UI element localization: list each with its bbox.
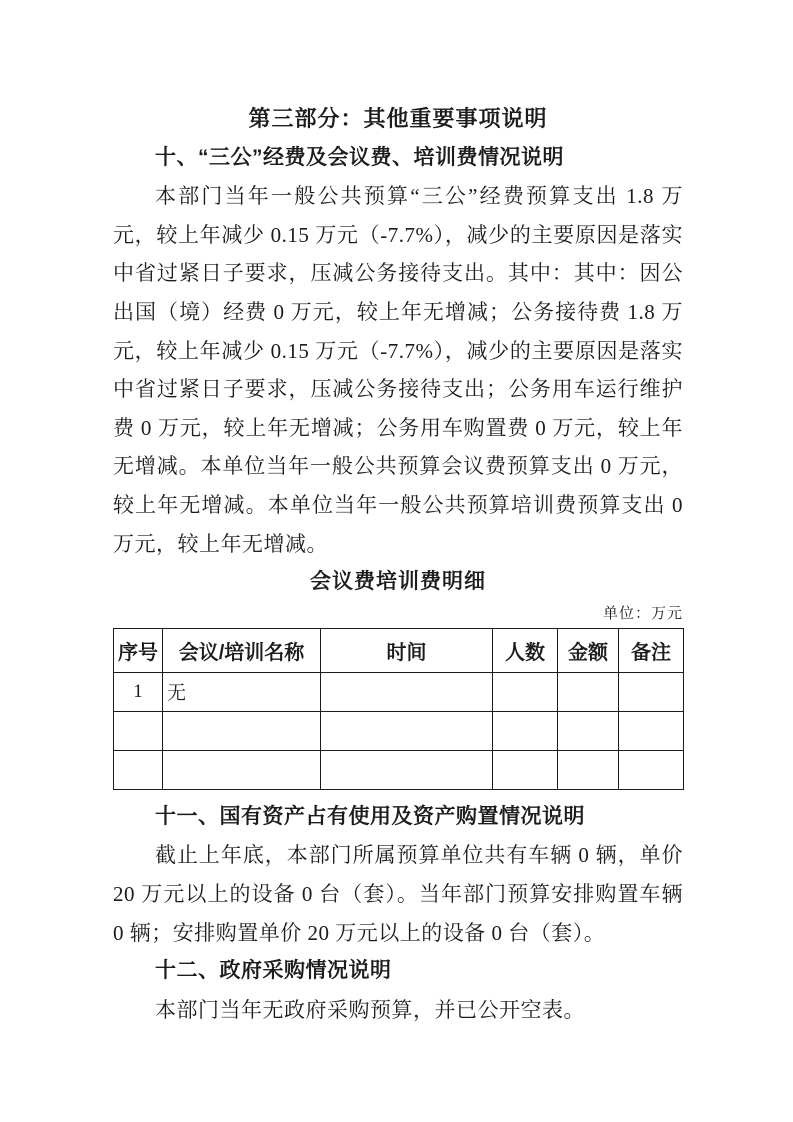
cell-meeting-name [163, 711, 321, 750]
col-header-serial: 序号 [114, 628, 163, 672]
col-header-people-count: 人数 [493, 628, 558, 672]
table-row [114, 711, 684, 750]
section-11-heading: 十一、国有资产占有使用及资产购置情况说明 [155, 804, 585, 828]
table-row [114, 750, 684, 789]
cell-remarks [619, 672, 684, 711]
cell-people-count [493, 711, 558, 750]
section-12-paragraph: 本部门当年无政府采购预算，并已公开空表。 [155, 997, 585, 1022]
cell-meeting-name: 无 [163, 672, 321, 711]
cell-time [321, 672, 493, 711]
cell-amount [558, 672, 619, 711]
cell-meeting-name [163, 750, 321, 789]
page-title: 第三部分：其他重要事项说明 [248, 106, 548, 131]
section-11-paragraph: 截止上年底，本部门所属预算单位共有车辆 0 辆，单价 20 万元以上的设备 0 台（套）。当年部门预算安排购置车辆 0 辆；安排购置单价 20 万元以上的设备 0 台（套）。 [113, 843, 683, 945]
table-title: 会议费培训费明细 [310, 570, 486, 594]
section-10-heading: 十、“三公”经费及会议费、培训费情况说明 [155, 145, 564, 169]
col-header-amount: 金额 [558, 628, 619, 672]
section-12-heading: 十二、政府采购情况说明 [155, 959, 392, 983]
cell-serial [114, 750, 163, 789]
cell-serial: 1 [114, 672, 163, 711]
cell-time [321, 711, 493, 750]
cell-serial [114, 711, 163, 750]
cell-people-count [493, 672, 558, 711]
cell-remarks [619, 711, 684, 750]
table-header-row [114, 628, 684, 672]
cell-people-count [493, 750, 558, 789]
section-10-paragraph: 本部门当年一般公共预算“三公”经费预算支出 1.8 万元，较上年减少 0.15 万元（-7.7%），减少的主要原因是落实中省过紧日子要求，压减公务接待支出。其中：其中：因公出国（境）经费 0 万元，较上年无增减；公务接待费 1.8 万元，较上年减少 0.15 万元（-7.7%），减少的主要原因是落实中省过紧日子要求，压减公务接待支出；公务用车运行维护费 0 万元，较上年无增减；公务用车购置费 0 万元，较上年无增减。本单位当年一般公共预算会议费预算支出 0 万元，较上年无增减。本单位当年一般公共预算培训费预算支出 0 万元，较上年无增减。 [113, 184, 683, 556]
cell-amount [558, 750, 619, 789]
col-header-meeting-name: 会议/培训名称 [163, 628, 321, 672]
col-header-time: 时间 [321, 628, 493, 672]
table-row [114, 672, 684, 711]
col-header-remarks: 备注 [619, 628, 684, 672]
unit-note: 单位：万元 [602, 605, 683, 622]
cell-amount [558, 711, 619, 750]
cell-time [321, 750, 493, 789]
meeting-training-detail-table [113, 628, 684, 790]
cell-remarks [619, 750, 684, 789]
